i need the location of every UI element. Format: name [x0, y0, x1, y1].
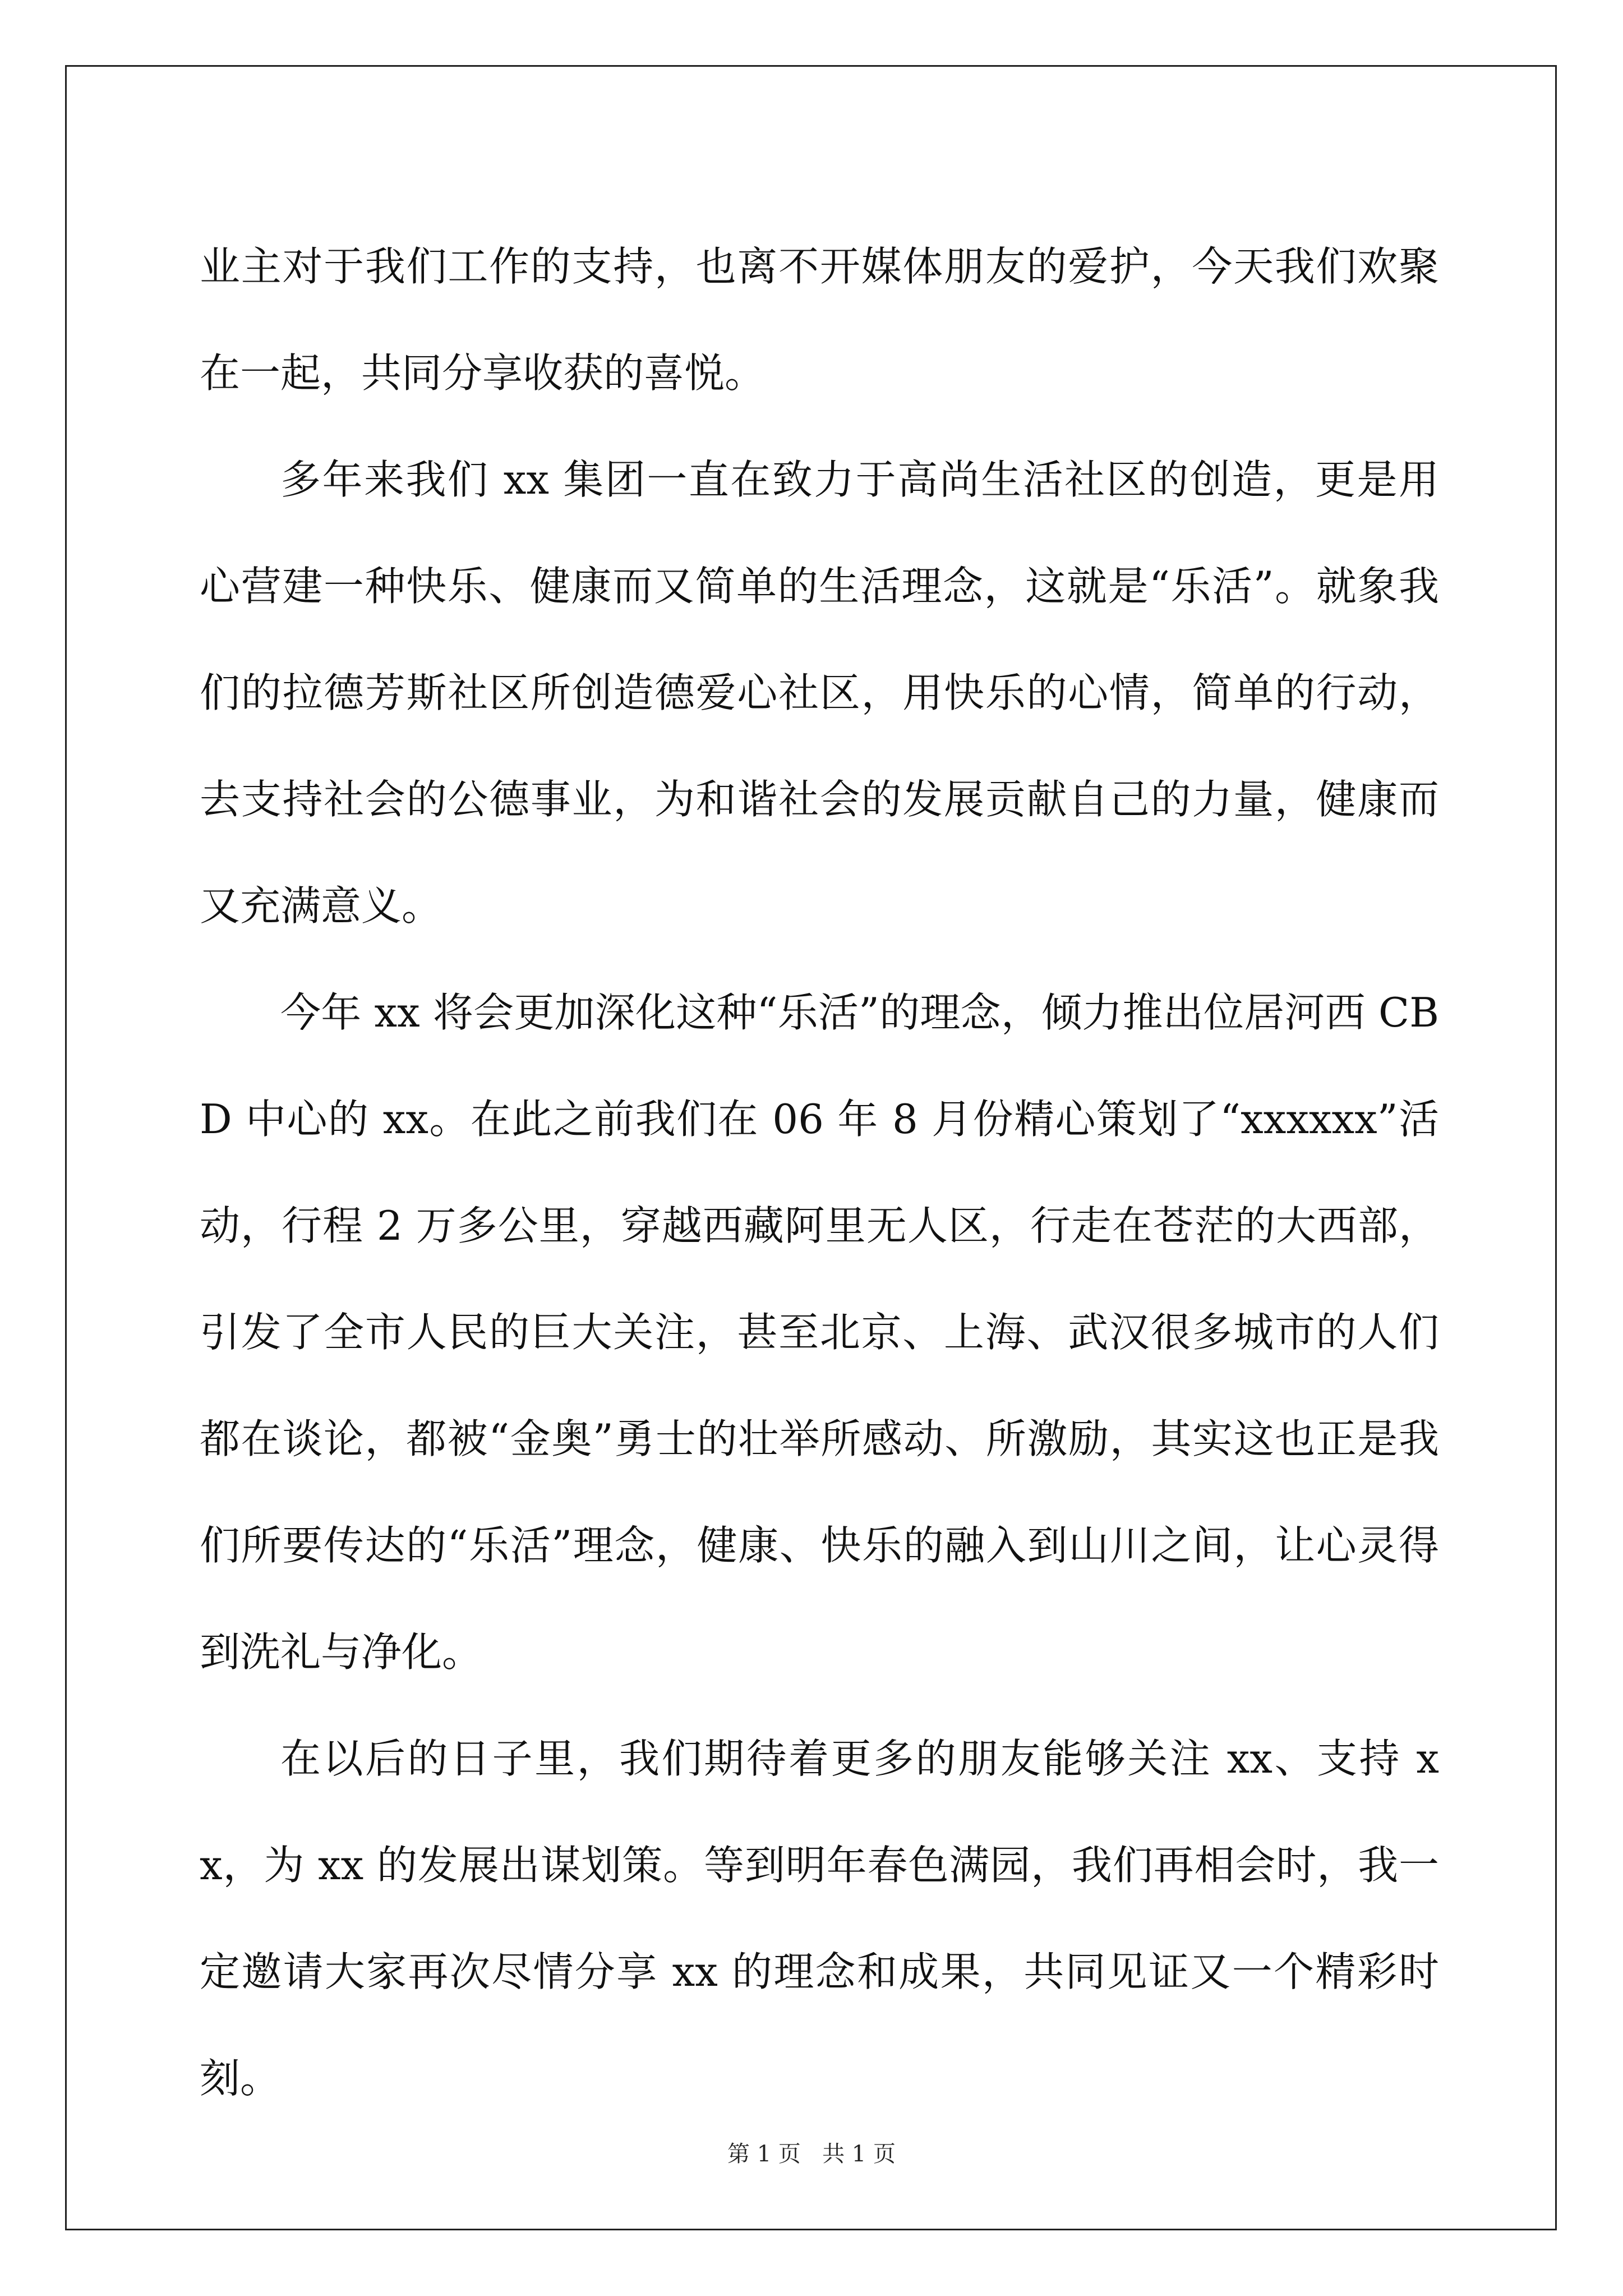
- paragraph-4: 在以后的日子里，我们期待着更多的朋友能够关注 xx、支持 xx，为 xx 的发展出谋划策。等到明年春色满园，我们再相会时，我一定邀请大家再次尽情分享 xx 的理念和成果，共同见证又一个精彩时刻。: [200, 1735, 1439, 2102]
- paragraph-3: 今年 xx 将会更加深化这种“乐活”的理念，倾力推出位居河西 CBD 中心的 xx。在此之前我们在 06 年 8 月份精心策划了“xxxxxx”活动，行程 2 万多公里，穿越西藏阿里无人区，行走在苍茫的大西部，引发了全市人民的巨大关注，甚至北京、上海、武汉很多城市的人们都在谈论，都被“金奥”勇士的壮举所感动、所激励，其实这也正是我们所要传达的“乐活”理念，健康、快乐的融入到山川之间，让心灵得到洗礼与净化。: [200, 989, 1439, 1676]
- paragraph-2: 多年来我们 xx 集团一直在致力于高尚生活社区的创造，更是用心营建一种快乐、健康而又简单的生活理念，这就是“乐活”。就象我们的拉德芳斯社区所创造德爱心社区，用快乐的心情，简单的行动，去支持社会的公德事业，为和谐社会的发展贡献自己的力量，健康而又充满意义。: [200, 456, 1439, 930]
- page-footer: 第 1 页 共 1 页: [727, 2141, 896, 2167]
- paragraph-1: 业主对于我们工作的支持，也离不开媒体朋友的爱护，今天我们欢聚在一起，共同分享收获的喜悦。: [200, 243, 1439, 397]
- document-body: [200, 213, 1439, 2132]
